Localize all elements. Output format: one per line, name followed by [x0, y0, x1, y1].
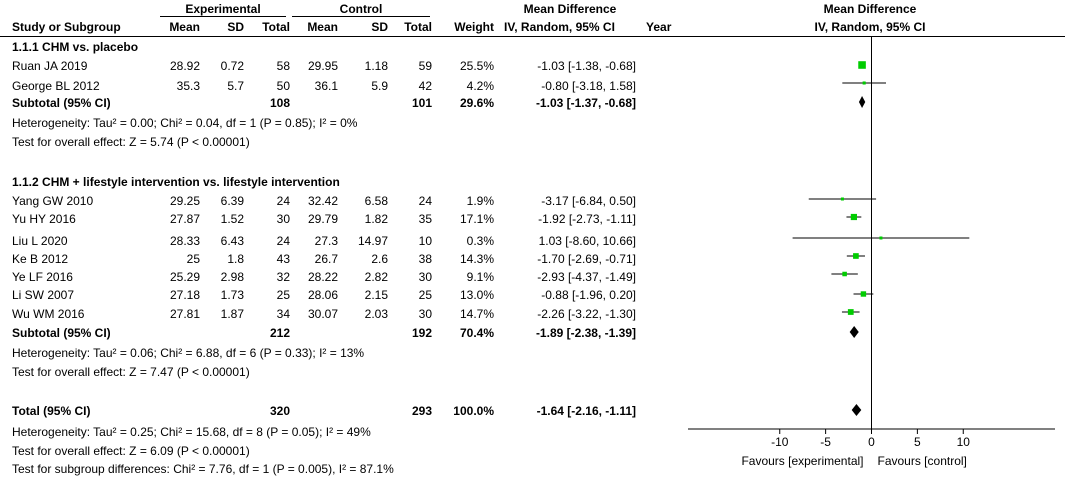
study-marker: [863, 81, 866, 84]
col-plot-ci: IV, Random, 95% CI: [814, 20, 926, 34]
ctrl-total: 24: [418, 194, 432, 208]
ctrl-mean: 28.22: [307, 270, 338, 284]
ctrl-mean: 28.06: [307, 288, 338, 302]
x-tick-label: 10: [956, 435, 970, 449]
ctrl-total: 192: [411, 326, 432, 340]
subtotal-label: Subtotal (95% CI): [12, 326, 111, 340]
weight: 25.5%: [459, 59, 494, 73]
favours-left-label: Favours [experimental]: [741, 454, 864, 468]
col-ctrl-mean: Mean: [307, 20, 338, 34]
subgroup-title: 1.1.1 CHM vs. placebo: [12, 40, 139, 54]
exp-sd: 6.39: [220, 194, 244, 208]
heterogeneity-text: Heterogeneity: Tau² = 0.25; Chi² = 15.68, df = 8 (P = 0.05); I² = 49%: [12, 425, 371, 439]
col-study: Study or Subgroup: [12, 20, 121, 34]
study-marker: [853, 253, 859, 259]
col-ctrl-total: Total: [404, 20, 432, 34]
exp-mean: 28.33: [169, 234, 200, 248]
exp-total: 50: [276, 79, 290, 93]
ctrl-sd: 14.97: [357, 234, 388, 248]
weight: 29.6%: [459, 96, 494, 110]
ctrl-mean: 29.79: [307, 212, 338, 226]
exp-sd: 5.7: [227, 79, 244, 93]
exp-sd: 1.73: [220, 288, 244, 302]
exp-sd: 1.8: [227, 252, 244, 266]
ci-text: -1.70 [-2.69, -0.71]: [537, 252, 636, 266]
exp-sd: 0.72: [220, 59, 244, 73]
x-tick-label: -5: [820, 435, 831, 449]
weight: 100.0%: [453, 404, 494, 418]
ctrl-sd: 2.03: [364, 307, 388, 321]
ctrl-total: 42: [418, 79, 432, 93]
exp-mean: 25.29: [169, 270, 200, 284]
ctrl-total: 59: [418, 59, 432, 73]
ctrl-total: 30: [418, 307, 432, 321]
ctrl-total: 25: [418, 288, 432, 302]
ctrl-sd: 1.82: [364, 212, 388, 226]
exp-total: 30: [276, 212, 290, 226]
col-weight: Weight: [454, 20, 494, 34]
ctrl-sd: 2.6: [371, 252, 388, 266]
ctrl-sd: 2.15: [364, 288, 388, 302]
ci-text: -0.88 [-1.96, 0.20]: [541, 288, 636, 302]
exp-sd: 1.87: [220, 307, 244, 321]
col-year: Year: [646, 20, 672, 34]
header-control: Control: [339, 2, 383, 16]
exp-total: 34: [276, 307, 290, 321]
ctrl-total: 35: [418, 212, 432, 226]
col-exp-sd: SD: [227, 20, 244, 34]
ctrl-total: 38: [418, 252, 432, 266]
study-marker: [842, 272, 847, 277]
ci-text: -1.89 [-2.38, -1.39]: [535, 326, 636, 340]
study-name: Yu HY 2016: [12, 212, 76, 226]
exp-total: 43: [276, 252, 290, 266]
heterogeneity-text: Heterogeneity: Tau² = 0.00; Chi² = 0.04, df = 1 (P = 0.85); I² = 0%: [12, 116, 358, 130]
ci-text: -1.92 [-2.73, -1.11]: [538, 212, 636, 226]
overall-effect-text: Test for overall effect: Z = 5.74 (P < 0.00001): [12, 135, 250, 149]
ctrl-total: 293: [411, 404, 432, 418]
ci-text: -2.26 [-3.22, -1.30]: [537, 307, 636, 321]
weight: 14.3%: [459, 252, 494, 266]
exp-total: 320: [269, 404, 290, 418]
ctrl-mean: 27.3: [314, 234, 338, 248]
study-name: Liu L 2020: [12, 234, 68, 248]
study-marker: [879, 237, 882, 240]
exp-total: 25: [276, 288, 290, 302]
weight: 0.3%: [466, 234, 494, 248]
ci-text: -3.17 [-6.84, 0.50]: [541, 194, 636, 208]
exp-mean: 29.25: [169, 194, 200, 208]
x-tick-label: -10: [771, 435, 789, 449]
summary-diamond: [859, 96, 865, 108]
subtotal-label: Subtotal (95% CI): [12, 96, 111, 110]
ctrl-mean: 26.7: [314, 252, 338, 266]
exp-total: 58: [276, 59, 290, 73]
ctrl-sd: 1.18: [364, 59, 388, 73]
ctrl-mean: 36.1: [314, 79, 338, 93]
ctrl-sd: 6.58: [364, 194, 388, 208]
study-marker: [861, 291, 866, 296]
exp-mean: 25: [186, 252, 200, 266]
ci-text: -1.64 [-2.16, -1.11]: [536, 404, 636, 418]
ctrl-total: 30: [418, 270, 432, 284]
header-md-plot: Mean Difference: [823, 2, 917, 16]
study-marker: [858, 61, 866, 69]
exp-total: 212: [269, 326, 290, 340]
weight: 17.1%: [459, 212, 494, 226]
ctrl-mean: 32.42: [307, 194, 338, 208]
ci-text: -2.93 [-4.37, -1.49]: [537, 270, 636, 284]
study-marker: [841, 198, 844, 201]
subgroup-title: 1.1.2 CHM + lifestyle intervention vs. lifestyle intervention: [12, 175, 340, 189]
ctrl-total: 101: [411, 96, 432, 110]
ctrl-mean: 30.07: [307, 307, 338, 321]
col-ctrl-sd: SD: [371, 20, 388, 34]
exp-mean: 27.87: [169, 212, 200, 226]
study-marker: [848, 309, 854, 315]
study-name: Ke B 2012: [12, 252, 69, 266]
exp-sd: 2.98: [220, 270, 244, 284]
exp-mean: 28.92: [169, 59, 200, 73]
exp-total: 108: [269, 96, 290, 110]
ctrl-mean: 29.95: [307, 59, 338, 73]
exp-total: 32: [276, 270, 290, 284]
exp-total: 24: [276, 194, 290, 208]
study-name: George BL 2012: [12, 79, 100, 93]
overall-effect-text: Test for overall effect: Z = 7.47 (P < 0.00001): [12, 365, 250, 379]
ci-text: -1.03 [-1.38, -0.68]: [537, 59, 636, 73]
weight: 13.0%: [459, 288, 494, 302]
study-name: Li SW 2007: [12, 288, 75, 302]
exp-sd: 6.43: [220, 234, 244, 248]
weight: 70.4%: [459, 326, 494, 340]
study-name: Wu WM 2016: [12, 307, 85, 321]
col-exp-mean: Mean: [169, 20, 200, 34]
col-exp-total: Total: [262, 20, 290, 34]
study-name: Ye LF 2016: [12, 270, 73, 284]
col-ci: IV, Random, 95% CI: [504, 20, 615, 34]
weight: 14.7%: [459, 307, 494, 321]
exp-mean: 27.81: [169, 307, 200, 321]
summary-diamond: [850, 326, 859, 338]
exp-mean: 27.18: [169, 288, 200, 302]
overall-effect-text: Test for overall effect: Z = 6.09 (P < 0.00001): [12, 444, 250, 458]
study-name: Ruan JA 2019: [12, 59, 88, 73]
x-tick-label: 5: [914, 435, 921, 449]
ci-text: 1.03 [-8.60, 10.66]: [538, 234, 636, 248]
ci-text: -1.03 [-1.37, -0.68]: [535, 96, 636, 110]
ctrl-total: 10: [418, 234, 432, 248]
exp-mean: 35.3: [176, 79, 200, 93]
favours-right-label: Favours [control]: [877, 454, 967, 468]
ctrl-sd: 5.9: [371, 79, 388, 93]
study-name: Yang GW 2010: [12, 194, 94, 208]
study-marker: [851, 214, 857, 220]
weight: 4.2%: [466, 79, 494, 93]
header-experimental: Experimental: [185, 2, 261, 16]
ci-text: -0.80 [-3.18, 1.58]: [541, 79, 636, 93]
weight: 1.9%: [466, 194, 494, 208]
exp-total: 24: [276, 234, 290, 248]
total-label: Total (95% CI): [12, 404, 91, 418]
x-tick-label: 0: [868, 435, 875, 449]
weight: 9.1%: [466, 270, 494, 284]
header-md-table: Mean Difference: [523, 2, 617, 16]
exp-sd: 1.52: [220, 212, 244, 226]
ctrl-sd: 2.82: [364, 270, 388, 284]
subgroup-differences-text: Test for subgroup differences: Chi² = 7.76, df = 1 (P = 0.005), I² = 87.1%: [12, 462, 394, 476]
summary-diamond: [852, 404, 862, 416]
heterogeneity-text: Heterogeneity: Tau² = 0.06; Chi² = 6.88, df = 6 (P = 0.33); I² = 13%: [12, 346, 365, 360]
